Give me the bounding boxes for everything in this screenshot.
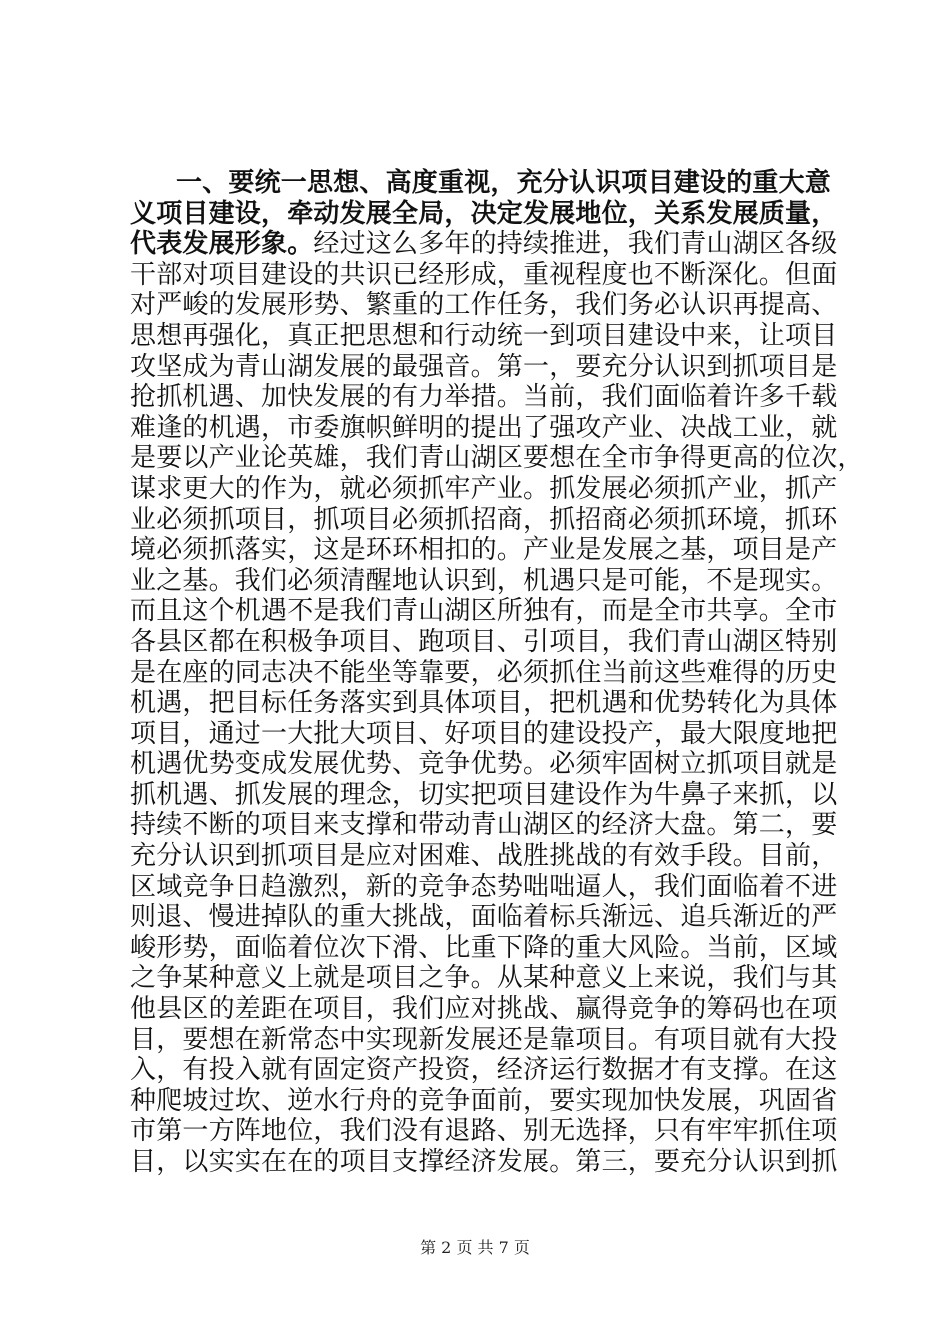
- body-text: 峻形势，面临着位次下滑、比重下降的重大风险。当前，区域: [130, 932, 838, 963]
- body-text: 之争某种意义上就是项目之争。从某种意义上来说，我们与其: [130, 963, 838, 994]
- body-text: 充分认识到抓项目是应对困难、战胜挑战的有效手段。目前，: [130, 841, 838, 872]
- text-line: [130, 412, 838, 444]
- text-line: [130, 565, 838, 597]
- text-line: [130, 259, 838, 291]
- body-text: 是要以产业论英雄，我们青山湖区要想在全市争得更高的位次，: [130, 443, 864, 474]
- body-text: 对严峻的发展形势、繁重的工作任务，我们务必认识再提高、: [130, 290, 838, 321]
- body-text: 境必须抓落实，这是环环相扣的。产业是发展之基，项目是产: [130, 535, 838, 566]
- text-line: [130, 718, 838, 750]
- text-line: [130, 932, 838, 964]
- text-line: [130, 290, 838, 321]
- body-text: 他县区的差距在项目，我们应对挑战、赢得竞争的筹码也在项: [130, 994, 838, 1025]
- body-text: 机遇，把目标任务落实到具体项目，把机遇和优势转化为具体: [130, 688, 838, 719]
- text-line: [130, 1116, 838, 1147]
- text-line: [130, 229, 838, 260]
- document-body: [130, 168, 864, 1178]
- bold-text: 一、要统一思想、高度重视，充分认识项目建设的重大意: [176, 168, 832, 198]
- body-text: 攻坚成为青山湖发展的最强音。第一，要充分认识到抓项目是: [130, 351, 838, 382]
- body-text: 而且这个机遇不是我们青山湖区所独有，而是全市共享。全市: [130, 596, 838, 627]
- text-line: [130, 871, 838, 903]
- body-text: 是在座的同志决不能坐等靠要，必须抓住当前这些难得的历史: [130, 657, 838, 688]
- text-line: [130, 351, 838, 383]
- bold-text: 义项目建设，牵动发展全局，决定发展地位，关系发展质量，: [130, 198, 838, 229]
- text-line: [130, 657, 838, 689]
- body-text: 持续不断的项目来支撑和带动青山湖区的经济大盘。第二，要: [130, 810, 838, 841]
- text-line: [130, 902, 838, 933]
- text-line: [130, 749, 838, 780]
- body-text: 种爬坡过坎、逆水行舟的竞争面前，要实现加快发展，巩固省: [130, 1085, 838, 1116]
- body-text: 谋求更大的作为，就必须抓牢产业。抓发展必须抓产业，抓产: [130, 473, 838, 504]
- body-text: 项目，通过一大批大项目、好项目的建设投产，最大限度地把: [130, 718, 838, 749]
- text-line: [130, 1055, 838, 1086]
- text-line: [130, 688, 838, 719]
- text-line: [130, 168, 832, 199]
- body-text: 业必须抓项目，抓项目必须抓招商，抓招商必须抓环境，抓环: [130, 504, 838, 535]
- text-line: [130, 1147, 838, 1178]
- text-line: [130, 596, 838, 627]
- text-line: [130, 382, 838, 413]
- body-text: 经过这么多年的持续推进，我们青山湖区各级: [313, 229, 838, 260]
- text-line: [130, 841, 838, 872]
- body-text: 目，要想在新常态中实现新发展还是靠项目。有项目就有大投: [130, 1024, 838, 1055]
- text-line: [130, 963, 838, 994]
- body-text: 干部对项目建设的共识已经形成，重视程度也不断深化。但面: [130, 259, 838, 290]
- text-line: [130, 779, 838, 811]
- body-text: 则退、慢进掉队的重大挑战，面临着标兵渐远、追兵渐近的严: [130, 902, 838, 933]
- text-line: [130, 994, 838, 1025]
- body-text: 思想再强化，真正把思想和行动统一到项目建设中来，让项目: [130, 320, 838, 351]
- text-line: [130, 1085, 838, 1117]
- text-line: [130, 810, 838, 841]
- text-line: [130, 320, 838, 352]
- body-text: 区域竞争日趋激烈，新的竞争态势咄咄逼人，我们面临着不进: [130, 871, 838, 902]
- page-footer: 第 2 页 共 7 页: [420, 1238, 530, 1257]
- text-line: [130, 1024, 838, 1056]
- body-text: 业之基。我们必须清醒地认识到，机遇只是可能，不是现实。: [130, 565, 838, 596]
- text-line: [130, 504, 838, 536]
- text-line: [130, 198, 838, 230]
- body-text: 目，以实实在在的项目支撑经济发展。第三，要充分认识到抓: [130, 1147, 838, 1177]
- body-text: 机遇优势变成发展优势、竞争优势。必须牢固树立抓项目就是: [130, 749, 838, 780]
- text-line: [130, 473, 838, 505]
- body-text: 各县区都在积极争项目、跑项目、引项目，我们青山湖区特别: [130, 626, 838, 657]
- text-line: [130, 443, 864, 474]
- body-text: 抓机遇、抓发展的理念，切实把项目建设作为牛鼻子来抓，以: [130, 779, 838, 810]
- body-text: 难逢的机遇，市委旗帜鲜明的提出了强攻产业、决战工业，就: [130, 412, 838, 443]
- text-line: [130, 626, 838, 658]
- body-text: 市第一方阵地位，我们没有退路、别无选择，只有牢牢抓住项: [130, 1116, 838, 1147]
- bold-text: 代表发展形象。: [130, 229, 314, 260]
- body-text: 入，有投入就有固定资产投资，经济运行数据才有支撑。在这: [130, 1055, 838, 1086]
- body-text: 抢抓机遇、加快发展的有力举措。当前，我们面临着许多千载: [130, 382, 838, 413]
- text-line: [130, 535, 838, 566]
